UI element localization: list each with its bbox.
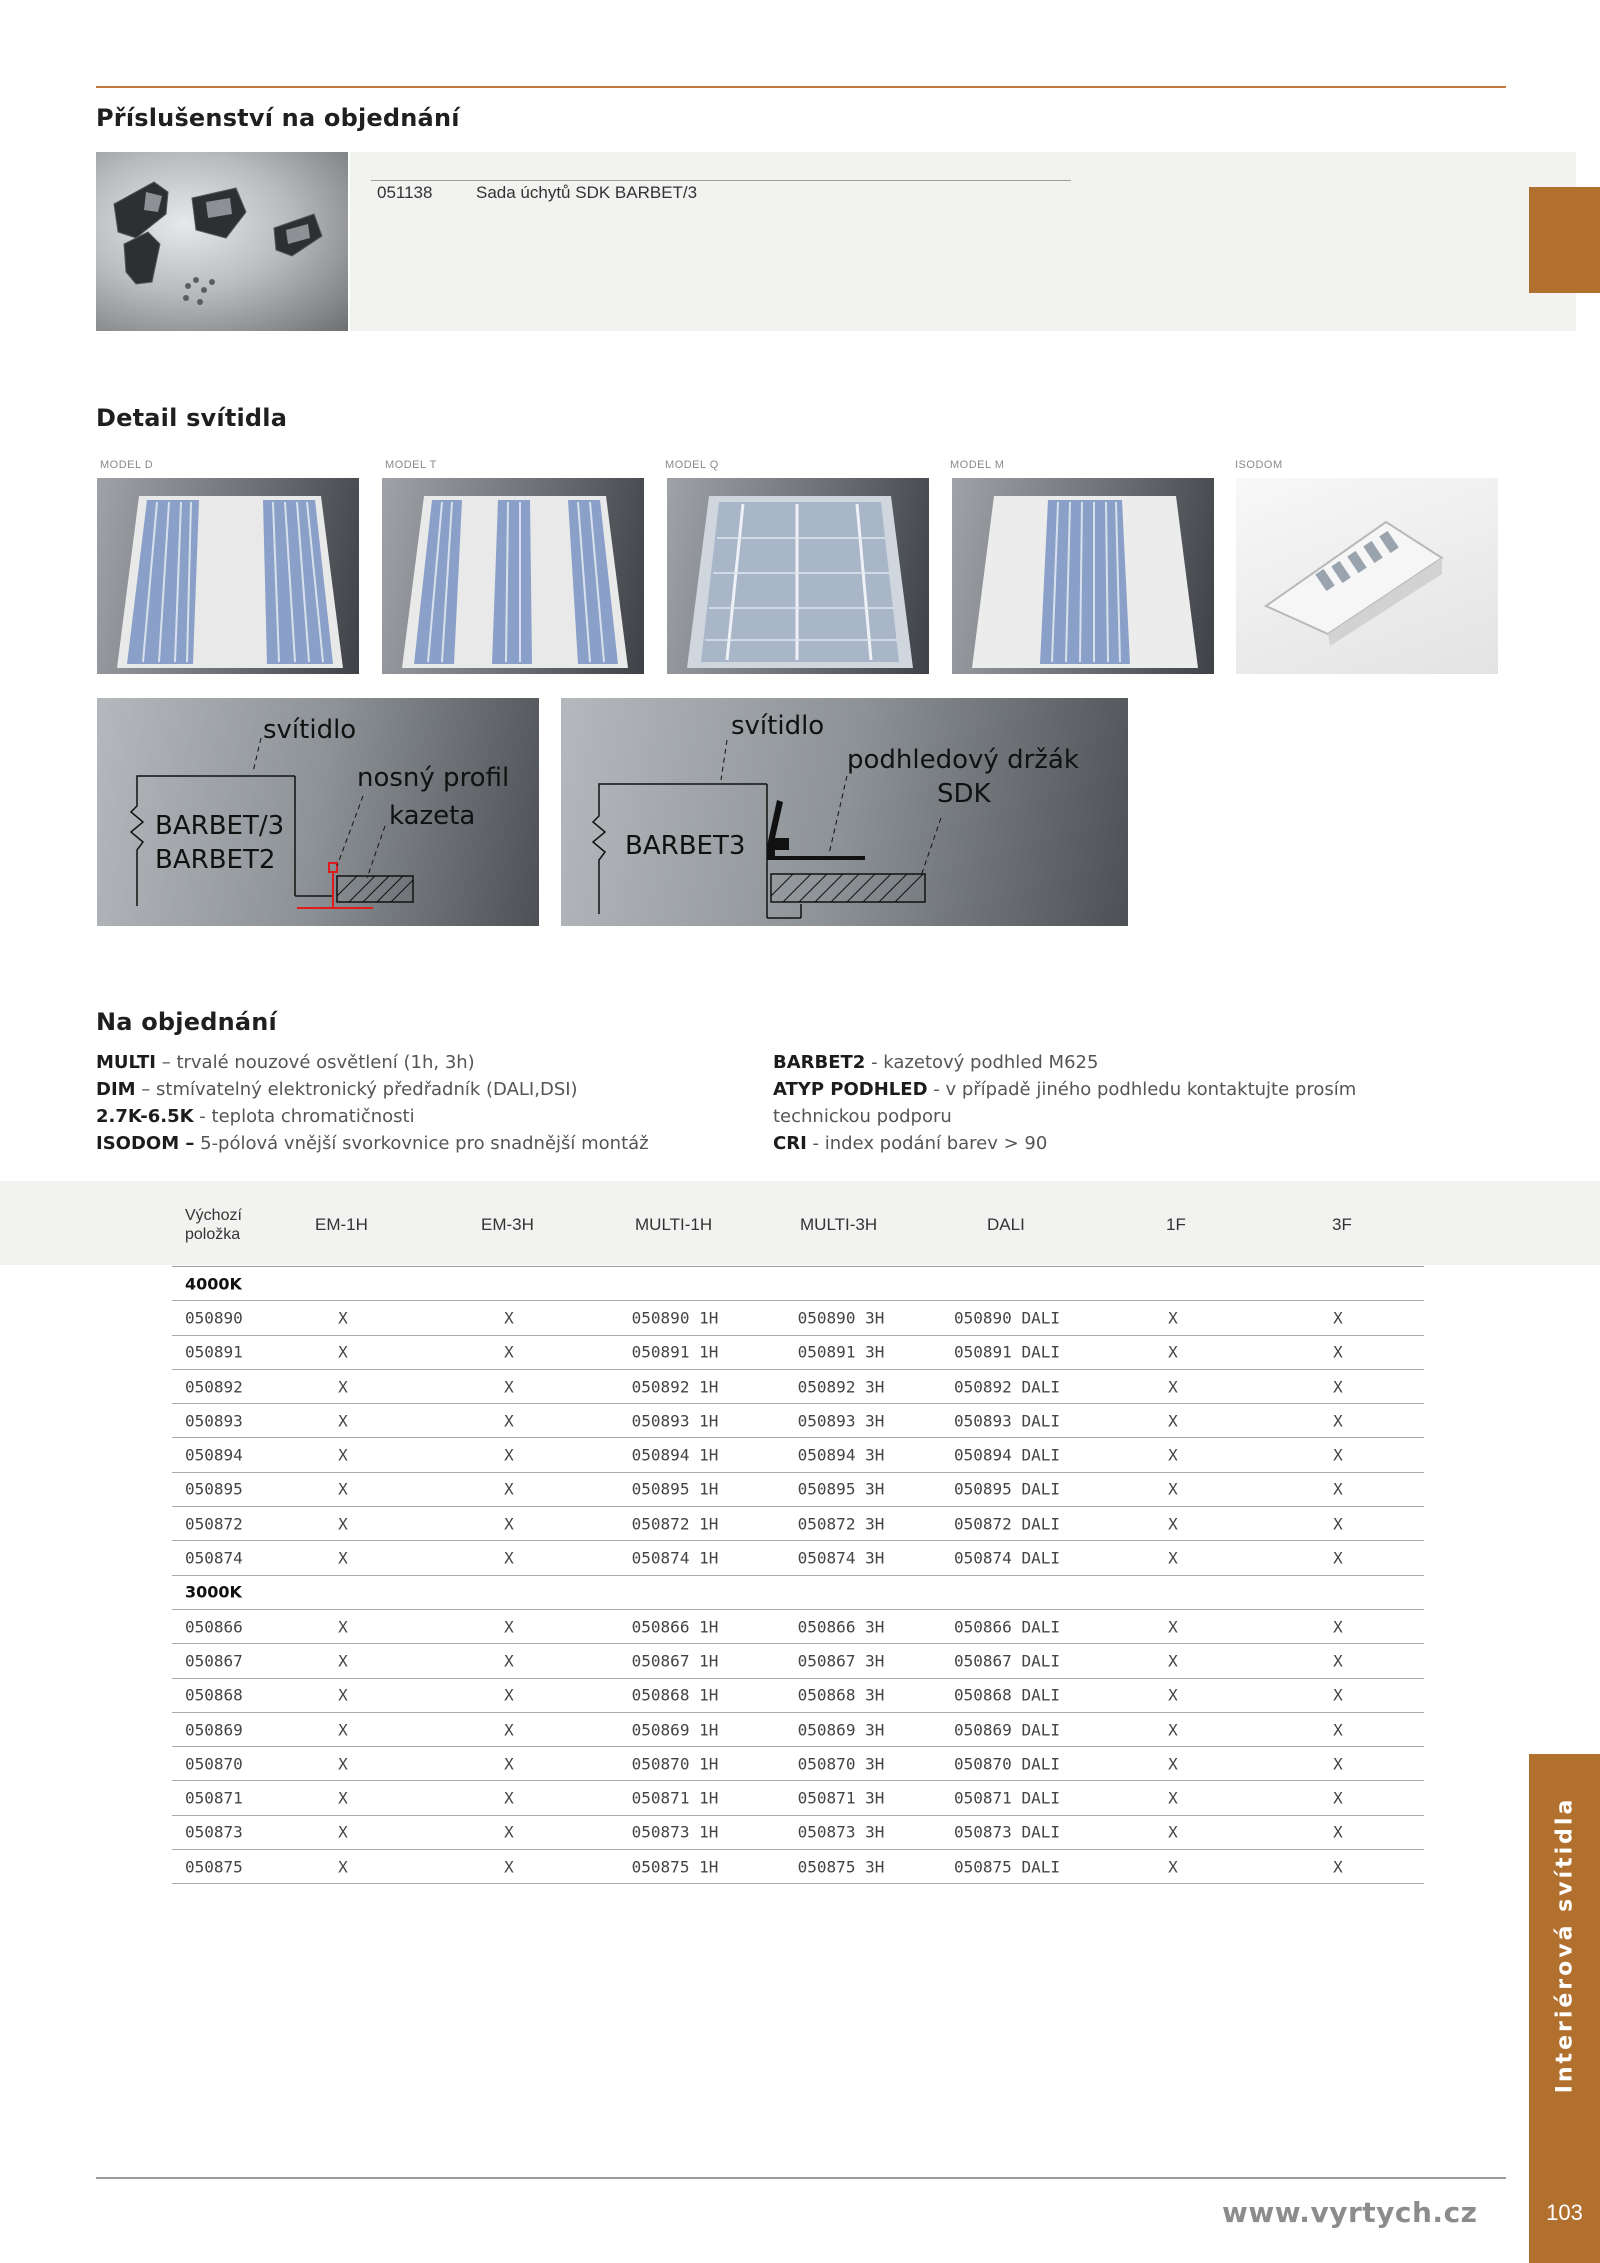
cell-em-1h: X: [338, 1342, 348, 1362]
cell-em-1h: X: [338, 1411, 348, 1431]
table-row: [172, 1713, 1424, 1747]
cell-em-1h: X: [338, 1857, 348, 1877]
cell-item: 050875: [185, 1857, 243, 1877]
model-t-photo: [382, 478, 644, 674]
cell-3f: X: [1333, 1822, 1343, 1842]
cell-dali: 050891 DALI: [954, 1342, 1060, 1362]
cell-multi-1h: 050894 1H: [631, 1445, 719, 1465]
cell-item: 050868: [185, 1685, 243, 1705]
website-link[interactable]: www.vyrtych.cz: [1222, 2196, 1478, 2229]
cell-item: 050867: [185, 1651, 243, 1671]
cell-multi-3h: 050894 3H: [797, 1445, 885, 1465]
cell-em-3h: X: [504, 1514, 514, 1534]
note-atyp-cont: technickou podporu: [773, 1106, 952, 1127]
diagram-label-nosny-profil: nosný profil: [357, 763, 510, 793]
cell-dali: 050895 DALI: [954, 1479, 1060, 1499]
cell-multi-1h: 050870 1H: [631, 1754, 719, 1774]
note-dim: DIM – stmívatelný elektronický předřadník (DALI,DSI): [96, 1079, 578, 1100]
order-title: Na objednání: [96, 1008, 277, 1036]
cell-multi-3h: 050868 3H: [797, 1685, 885, 1705]
cell-1f: X: [1168, 1377, 1178, 1397]
accessories-title: Příslušenství na objednání: [96, 104, 460, 132]
cell-em-3h: X: [504, 1822, 514, 1842]
cell-3f: X: [1333, 1514, 1343, 1534]
cell-em-3h: X: [504, 1754, 514, 1774]
model-d-label: MODEL D: [100, 459, 154, 471]
cell-item: 050866: [185, 1617, 243, 1637]
table-row: [172, 1816, 1424, 1850]
diagram-label-barbet3: BARBET/3: [155, 811, 285, 841]
cell-dali: 050871 DALI: [954, 1788, 1060, 1808]
header-em-1h: EM-1H: [315, 1215, 368, 1234]
page-number: 103: [1546, 2200, 1583, 2225]
diagram-label-sdk: SDK: [937, 779, 991, 809]
bottom-rule: [96, 2177, 1506, 2179]
cell-em-1h: X: [338, 1822, 348, 1842]
cell-multi-3h: 050892 3H: [797, 1377, 885, 1397]
header-default-item: Výchozí položka: [185, 1207, 242, 1243]
cell-1f: X: [1168, 1788, 1178, 1808]
header-3f: 3F: [1332, 1215, 1352, 1234]
cell-em-3h: X: [504, 1445, 514, 1465]
cell-multi-3h: 050873 3H: [797, 1822, 885, 1842]
barbet-sdk-diagram: [561, 698, 1128, 926]
table-row: [172, 1610, 1424, 1644]
cell-1f: X: [1168, 1479, 1178, 1499]
cell-dali: 050890 DALI: [954, 1308, 1060, 1328]
note-isodom: ISODOM – 5-pólová vnější svorkovnice pro snadnější montáž: [96, 1133, 649, 1154]
cell-multi-1h: 050890 1H: [631, 1308, 719, 1328]
note-atyp: ATYP PODHLED - v případě jiného podhledu kontaktujte prosím: [773, 1079, 1357, 1100]
cell-multi-3h: 050872 3H: [797, 1514, 885, 1534]
side-tab-top: [1529, 187, 1600, 293]
accessories-band: [350, 152, 1576, 331]
cell-multi-1h: 050874 1H: [631, 1548, 719, 1568]
cell-em-3h: X: [504, 1720, 514, 1739]
group-label: 3000K: [185, 1582, 242, 1602]
diagram-label-barbet2: BARBET2: [155, 845, 276, 875]
cell-item: 050872: [185, 1514, 243, 1534]
model-d-photo: [97, 478, 359, 674]
model-t-label: MODEL T: [385, 459, 437, 471]
note-cct: 2.7K-6.5K - teplota chromatičnosti: [96, 1106, 415, 1127]
cell-em-1h: X: [338, 1377, 348, 1397]
cell-em-3h: X: [504, 1377, 514, 1397]
cell-item: 050870: [185, 1754, 243, 1774]
cell-multi-1h: 050868 1H: [631, 1685, 719, 1705]
model-m-photo: [952, 478, 1214, 674]
model-q-photo: [667, 478, 929, 674]
cell-item: 050890: [185, 1308, 243, 1328]
diagram-label-drzak: podhledový držák: [847, 745, 1079, 775]
cell-1f: X: [1168, 1857, 1178, 1877]
note-multi: MULTI – trvalé nouzové osvětlení (1h, 3h): [96, 1052, 475, 1073]
cell-em-3h: X: [504, 1788, 514, 1808]
cell-multi-1h: 050893 1H: [631, 1411, 719, 1431]
diagram-label-kazeta: kazeta: [389, 801, 476, 831]
accessory-code: 051138: [377, 183, 433, 202]
cell-em-1h: X: [338, 1548, 348, 1568]
cell-1f: X: [1168, 1720, 1178, 1739]
cell-item: 050892: [185, 1377, 243, 1397]
isodom-photo: [1236, 478, 1498, 674]
cell-item: 050894: [185, 1445, 243, 1465]
cell-em-1h: X: [338, 1445, 348, 1465]
cell-1f: X: [1168, 1685, 1178, 1705]
cell-1f: X: [1168, 1754, 1178, 1774]
cell-em-3h: X: [504, 1411, 514, 1431]
table-row: [172, 1301, 1424, 1335]
cell-em-3h: X: [504, 1342, 514, 1362]
cell-3f: X: [1333, 1788, 1343, 1808]
cell-em-1h: X: [338, 1720, 348, 1739]
cell-multi-3h: 050895 3H: [797, 1479, 885, 1499]
cell-em-1h: X: [338, 1514, 348, 1534]
cell-multi-3h: 050891 3H: [797, 1342, 885, 1362]
cell-3f: X: [1333, 1617, 1343, 1637]
table-row: [172, 1473, 1424, 1507]
cell-1f: X: [1168, 1342, 1178, 1362]
order-notes-left: [96, 1049, 649, 1157]
cell-multi-3h: 050893 3H: [797, 1411, 885, 1431]
cell-3f: X: [1333, 1445, 1343, 1465]
cell-multi-3h: 050890 3H: [797, 1308, 885, 1328]
cell-3f: X: [1333, 1720, 1343, 1739]
cell-item: 050874: [185, 1548, 243, 1568]
cell-1f: X: [1168, 1514, 1178, 1534]
table-row: [172, 1781, 1424, 1815]
cell-3f: X: [1333, 1479, 1343, 1499]
cell-3f: X: [1333, 1754, 1343, 1774]
cell-dali: 050874 DALI: [954, 1548, 1060, 1568]
cell-multi-1h: 050867 1H: [631, 1651, 719, 1671]
cell-em-3h: X: [504, 1617, 514, 1637]
cell-dali: 050866 DALI: [954, 1617, 1060, 1637]
cell-3f: X: [1333, 1377, 1343, 1397]
cell-multi-1h: 050866 1H: [631, 1617, 719, 1637]
header-em-3h: EM-3H: [481, 1215, 534, 1234]
table-row: [172, 1370, 1424, 1404]
cell-3f: X: [1333, 1308, 1343, 1328]
cell-em-1h: X: [338, 1685, 348, 1705]
cell-em-1h: X: [338, 1617, 348, 1637]
cell-item: 050893: [185, 1411, 243, 1431]
cell-1f: X: [1168, 1445, 1178, 1465]
cell-multi-3h: 050867 3H: [797, 1651, 885, 1671]
cell-dali: 050892 DALI: [954, 1377, 1060, 1397]
isodom-label: ISODOM: [1235, 459, 1283, 471]
cell-multi-3h: 050871 3H: [797, 1788, 885, 1808]
cell-multi-1h: 050895 1H: [631, 1479, 719, 1499]
cell-em-3h: X: [504, 1685, 514, 1705]
note-cri: CRI - index podání barev > 90: [773, 1133, 1048, 1154]
cell-em-3h: X: [504, 1548, 514, 1568]
cell-em-3h: X: [504, 1857, 514, 1877]
cell-multi-1h: 050871 1H: [631, 1788, 719, 1808]
table-group-row: [172, 1576, 1424, 1610]
cell-em-1h: X: [338, 1308, 348, 1328]
cell-item: 050871: [185, 1788, 243, 1808]
cell-dali: 050873 DALI: [954, 1822, 1060, 1842]
cell-multi-1h: 050892 1H: [631, 1377, 719, 1397]
top-rule: [96, 86, 1506, 88]
cell-item: 050891: [185, 1342, 243, 1362]
cell-multi-3h: 050869 3H: [797, 1720, 885, 1739]
order-notes-right: [773, 1049, 1356, 1157]
detail-title: Detail svítidla: [96, 404, 288, 432]
cell-multi-3h: 050866 3H: [797, 1617, 885, 1637]
cell-em-3h: X: [504, 1651, 514, 1671]
diagram-label-barbet3-sdk: BARBET3: [625, 831, 746, 861]
cell-multi-1h: 050891 1H: [631, 1342, 719, 1362]
header-multi-1h: MULTI-1H: [635, 1215, 713, 1234]
cell-3f: X: [1333, 1548, 1343, 1568]
cell-item: 050873: [185, 1822, 243, 1842]
cell-em-3h: X: [504, 1308, 514, 1328]
cell-multi-3h: 050875 3H: [797, 1857, 885, 1877]
table-row: [172, 1404, 1424, 1438]
table-row: [172, 1850, 1424, 1884]
cell-multi-1h: 050875 1H: [631, 1857, 719, 1877]
cell-1f: X: [1168, 1308, 1178, 1328]
accessory-name: Sada úchytů SDK BARBET/3: [476, 183, 698, 202]
cell-1f: X: [1168, 1617, 1178, 1637]
cell-em-1h: X: [338, 1788, 348, 1808]
table-row: [172, 1541, 1424, 1575]
model-q-label: MODEL Q: [665, 459, 719, 471]
cell-dali: 050893 DALI: [954, 1411, 1060, 1431]
cell-multi-1h: 050872 1H: [631, 1514, 719, 1534]
cell-dali: 050867 DALI: [954, 1651, 1060, 1671]
cell-dali: 050872 DALI: [954, 1514, 1060, 1534]
cell-dali: 050868 DALI: [954, 1685, 1060, 1705]
diagram-label-svitidlo: svítidlo: [263, 715, 357, 745]
cell-dali: 050869 DALI: [954, 1720, 1060, 1739]
note-barbet2: BARBET2 - kazetový podhled M625: [773, 1052, 1099, 1073]
cell-1f: X: [1168, 1411, 1178, 1431]
header-dali: DALI: [987, 1215, 1025, 1234]
cell-em-1h: X: [338, 1651, 348, 1671]
cell-multi-1h: 050873 1H: [631, 1822, 719, 1842]
cell-1f: X: [1168, 1651, 1178, 1671]
table-row: [172, 1507, 1424, 1541]
header-multi-3h: MULTI-3H: [800, 1215, 878, 1234]
table-row: [172, 1336, 1424, 1370]
table-group-row: [172, 1267, 1424, 1301]
product-table: [172, 1266, 1424, 1884]
cell-dali: 050870 DALI: [954, 1754, 1060, 1774]
side-tab-label: Interiérová svítidla: [1552, 1796, 1578, 2094]
cell-em-3h: X: [504, 1479, 514, 1499]
barbet-ceiling-diagram: [97, 698, 539, 926]
cell-3f: X: [1333, 1342, 1343, 1362]
table-row: [172, 1747, 1424, 1781]
mounting-clips-photo: [96, 152, 348, 331]
cell-dali: 050894 DALI: [954, 1445, 1060, 1465]
cell-em-1h: X: [338, 1479, 348, 1499]
model-m-label: MODEL M: [950, 459, 1005, 471]
cell-multi-3h: 050870 3H: [797, 1754, 885, 1774]
cell-item: 050869: [185, 1720, 243, 1739]
cell-1f: X: [1168, 1822, 1178, 1842]
cell-1f: X: [1168, 1548, 1178, 1568]
table-row: [172, 1679, 1424, 1713]
cell-3f: X: [1333, 1651, 1343, 1671]
table-row: [172, 1644, 1424, 1678]
accessory-row-rule: [371, 180, 1071, 181]
diagram-label-svitidlo-2: svítidlo: [731, 711, 825, 741]
cell-em-1h: X: [338, 1754, 348, 1774]
table-row: [172, 1438, 1424, 1472]
group-label: 4000K: [185, 1274, 242, 1294]
cell-3f: X: [1333, 1857, 1343, 1877]
cell-dali: 050875 DALI: [954, 1857, 1060, 1877]
header-1f: 1F: [1166, 1215, 1186, 1234]
cell-multi-1h: 050869 1H: [631, 1720, 719, 1739]
cell-3f: X: [1333, 1685, 1343, 1705]
cell-multi-3h: 050874 3H: [797, 1548, 885, 1568]
cell-3f: X: [1333, 1411, 1343, 1431]
cell-item: 050895: [185, 1479, 243, 1499]
